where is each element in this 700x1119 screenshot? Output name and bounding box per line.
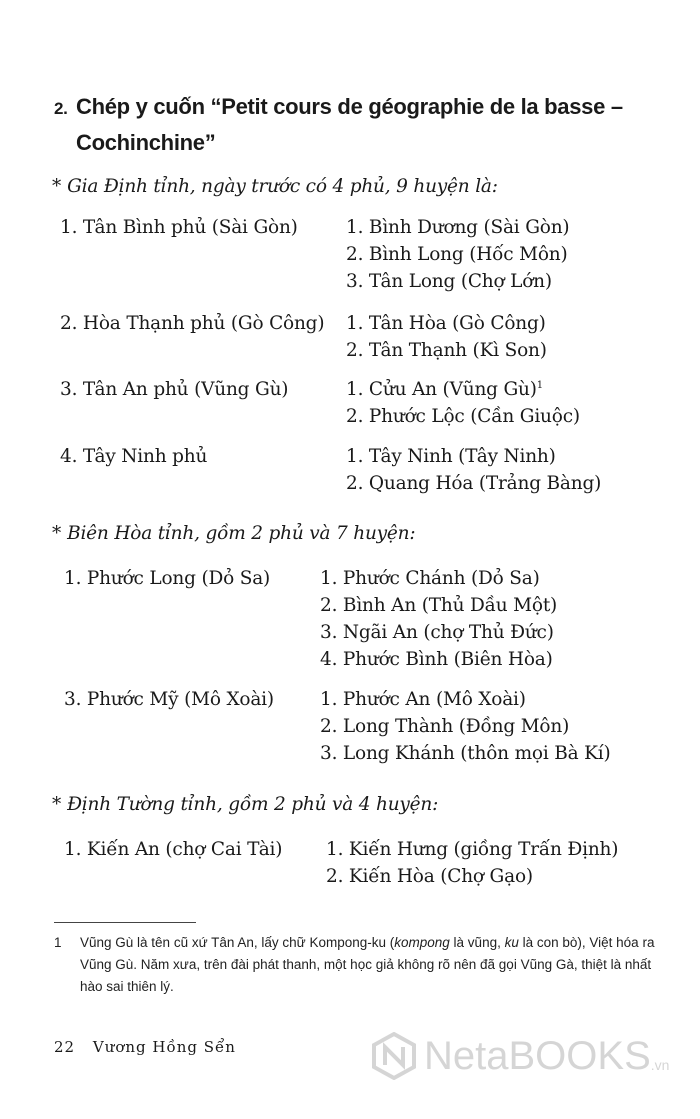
heading-line-1: Chép y cuốn “Petit cours de géographie de la basse – — [76, 94, 623, 119]
huyen-item: 2. Long Thành (Đồng Môn) — [320, 716, 570, 737]
huyen-list — [346, 214, 569, 295]
huyen-item: 3. Ngãi An (chợ Thủ Đức) — [320, 622, 554, 643]
phu-name: 2. Hòa Thạnh phủ (Gò Công) — [60, 313, 325, 334]
huyen-item: 3. Tân Long (Chợ Lớn) — [346, 271, 552, 292]
watermark-text: NetaBOOKS — [424, 1033, 651, 1078]
huyen-item: 1. Tân Hòa (Gò Công) — [346, 313, 546, 334]
section-title-dinh-tuong — [52, 794, 438, 815]
section-title-text: Gia Định tỉnh, ngày trước có 4 phủ, 9 huyện là: — [67, 176, 498, 197]
footnote-marker[interactable]: 1 — [536, 379, 543, 391]
watermark-suffix: .vn — [650, 1057, 670, 1073]
bullet-star: * — [52, 794, 62, 815]
huyen-list — [326, 836, 618, 890]
section-title-gia-dinh — [52, 176, 498, 197]
section-heading — [54, 90, 674, 160]
huyen-item: 1. Tây Ninh (Tây Ninh) — [346, 446, 556, 467]
heading-number: 2. — [54, 99, 68, 118]
footnote-text-part: là vũng, — [449, 935, 505, 950]
heading-line-2: Cochinchine” — [76, 130, 216, 155]
netabooks-logo-icon — [370, 1032, 418, 1080]
footnote-text — [80, 932, 674, 998]
section-title-text: Định Tường tỉnh, gồm 2 phủ và 4 huyện: — [67, 794, 439, 815]
huyen-item: 1. Phước An (Mô Xoài) — [320, 689, 526, 710]
huyen-list — [320, 686, 611, 767]
phu-name: 3. Tân An phủ (Vũng Gù) — [60, 379, 289, 400]
section-title-bien-hoa — [52, 523, 415, 544]
huyen-item: 3. Long Khánh (thôn mọi Bà Kí) — [320, 743, 611, 764]
huyen-item — [346, 376, 580, 403]
section-title-text: Biên Hòa tỉnh, gồm 2 phủ và 7 huyện: — [67, 523, 416, 544]
huyen-item: 2. Bình Long (Hốc Môn) — [346, 244, 568, 265]
huyen-list — [346, 443, 601, 497]
footnote-number: 1 — [54, 935, 62, 950]
bullet-star: * — [52, 176, 62, 197]
huyen-item: 2. Kiến Hòa (Chợ Gạo) — [326, 866, 533, 887]
huyen-item: 2. Bình An (Thủ Dầu Một) — [320, 595, 558, 616]
footnote-text-part: Vũng Gù là tên cũ xứ Tân An, lấy chữ Kompong-ku ( — [80, 935, 395, 950]
huyen-item: 2. Phước Lộc (Cần Giuộc) — [346, 406, 580, 427]
huyen-item: 2. Quang Hóa (Trảng Bàng) — [346, 473, 602, 494]
phu-name: 1. Phước Long (Dỏ Sa) — [64, 568, 271, 589]
huyen-list — [346, 376, 580, 430]
phu-name: 4. Tây Ninh phủ — [60, 446, 208, 467]
huyen-list — [320, 565, 557, 673]
huyen-item: 1. Phước Chánh (Dỏ Sa) — [320, 568, 540, 589]
huyen-list — [346, 310, 547, 364]
phu-name: 1. Tân Bình phủ (Sài Gòn) — [60, 217, 298, 238]
huyen-item: 4. Phước Bình (Biên Hòa) — [320, 649, 553, 670]
bullet-star: * — [52, 523, 62, 544]
footnote-divider — [54, 922, 196, 923]
page-footer — [54, 1038, 236, 1056]
footnote-italic-word: ku — [504, 935, 519, 950]
huyen-item: 1. Kiến Hưng (giồng Trấn Định) — [326, 839, 619, 860]
huyen-item: 2. Tân Thạnh (Kì Son) — [346, 340, 547, 361]
page-number: 22 — [54, 1038, 76, 1056]
phu-name: 1. Kiến An (chợ Cai Tài) — [64, 839, 283, 860]
author-name: Vương Hồng Sển — [92, 1038, 236, 1056]
huyen-item: 1. Bình Dương (Sài Gòn) — [346, 217, 570, 238]
footnote-italic-word: kompong — [394, 935, 450, 950]
huyen-item-text: 1. Cửu An (Vũng Gù) — [346, 379, 537, 400]
phu-name: 3. Phước Mỹ (Mô Xoài) — [64, 689, 274, 710]
footnote-text-part: là con bò), Việt hóa ra Vũng Gù. Năm xưa, trên đài phát thanh, một học giả không rõ nên đã gọi Vũng Gà, thiệt là nhất hào sai thiên lý. — [80, 935, 655, 994]
footnote — [54, 932, 674, 998]
watermark — [370, 1026, 669, 1086]
